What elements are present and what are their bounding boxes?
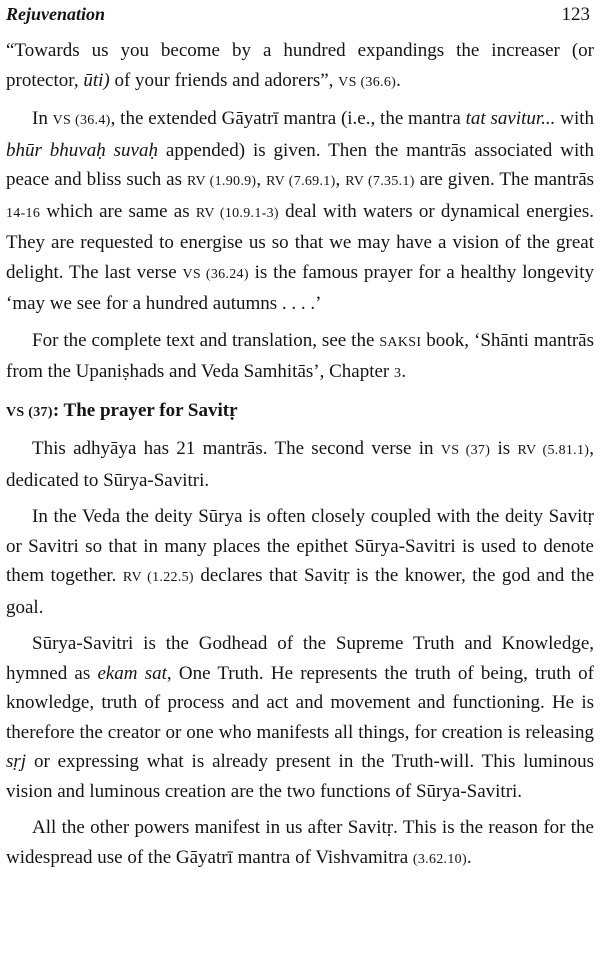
paragraph-surya: In the Veda the deity Sūrya is often closely coupled with the deity Savitṛ or Savitri so that in many places the epithet Sūrya-Savitri is used to denote them together. RV (1.22.5) declares that Savitṛ is the knower, the god and the goal. — [6, 506, 594, 618]
paragraph-reference: For the complete text and translation, see the SAKSI book, ‘Shānti mantrās from the Upaniṣhads and Veda Samhitās’, Chapter 3. — [6, 329, 594, 382]
running-title: Rejuvenation — [6, 4, 106, 24]
paragraph-gayatri: In VS (36.4), the extended Gāyatrī mantra (i.e., the mantra tat savitur... with bhūr bhuvaḥ suvaḥ appended) is given. Then the mantrās associated with peace and bliss such as RV (1.90.9), RV (7.69.1), RV (7.35.1) are given. The mantrās 14-16 which are same as RV (10.9.1-3) deal with waters or dynamical energies. They are requested to energise us so that we may have a vision of the great delight. The last verse VS (36.24) is the famous prayer for a healthy longevity ‘may we see for a hundred autumns . . . .’ — [6, 108, 595, 314]
paragraph-powers: All the other powers manifest in us after Savitṛ. This is the reason for the widespread use of the Gāyatrī mantra of Vishvamitra (3.62.10). — [6, 817, 594, 868]
body-text — [6, 36, 594, 881]
paragraph-godhead: Sūrya-Savitri is the Godhead of the Supreme Truth and Knowledge, hymned as ekam sat, One Truth. He represents the truth of being, truth of knowledge, truth of process and act and movement and functioning. He is therefore the creator or one who manifests all things, for creation is releasing sṛj or expressing what is already present in the Truth-will. This luminous vision and luminous creation are the two functions of Sūrya-Savitri. — [6, 633, 594, 802]
page-header — [6, 2, 590, 30]
paragraph-quote: “Towards us you become by a hundred expandings the increaser (or protector, ūti) of your friends and adorers”, VS (36.6). — [6, 40, 594, 91]
section-heading: VS (37): The prayer for Savitṛ — [6, 399, 238, 421]
page-number: 123 — [561, 4, 590, 25]
paragraph-adhyaya: This adhyāya has 21 mantrās. The second verse in VS (37) is RV (5.81.1), dedicated to Sūrya-Savitri. — [6, 438, 594, 491]
